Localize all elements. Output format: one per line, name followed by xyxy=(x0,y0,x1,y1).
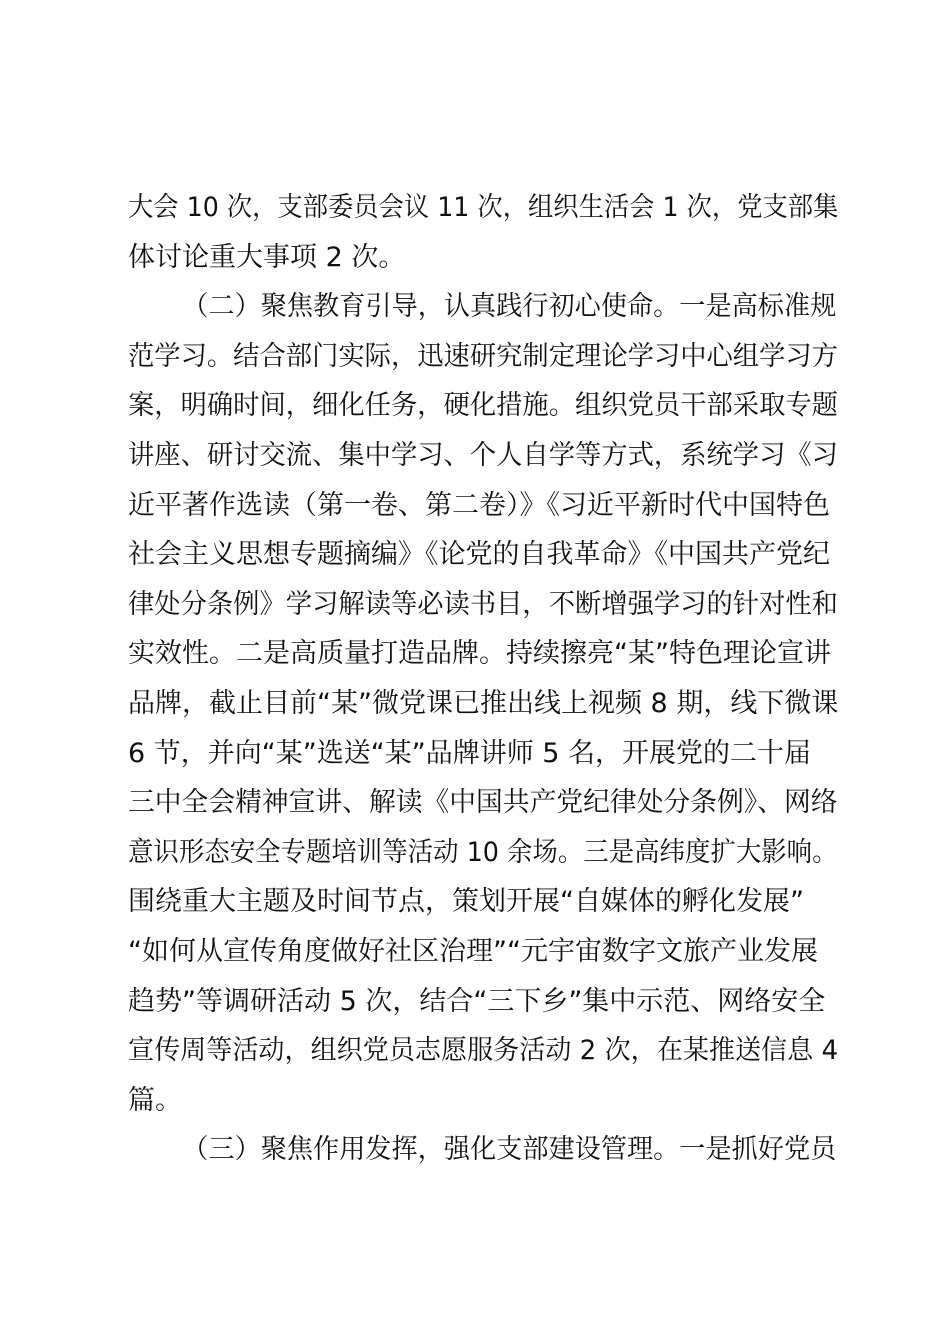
text-line: 近平著作选读（第一卷、第二卷）》《习近平新时代中国特色 xyxy=(128,489,830,521)
text-line: 宣传周等活动，组织党员志愿服务活动 2 次，在某推送信息 4 xyxy=(128,1035,839,1067)
text-line: 大会 10 次，支部委员会议 11 次，组织生活会 1 次，党支部集 xyxy=(128,192,839,223)
text-line: 范学习。结合部门实际，迅速研究制定理论学习中心组学习方 xyxy=(128,340,838,372)
text-line: 三中全会精神宣讲、解读《中国共产党纪律处分条例》、网络 xyxy=(128,787,838,819)
text-line: 案，明确时间，细化任务，硬化措施。组织党员干部采取专题 xyxy=(128,390,838,422)
text-line: 意识形态安全专题培训等活动 10 余场。三是高纬度扩大影响。 xyxy=(128,836,838,868)
text-line: “如何从宣传角度做好社区治理”“元宇宙数字文旅产业发展 xyxy=(128,935,818,967)
section-heading-line: （三）聚焦作用发挥，强化支部建设管理。一是抓好党员 xyxy=(182,1134,837,1166)
text-line: 围绕重大主题及时间节点，策划开展“自媒体的孵化发展” xyxy=(128,886,804,918)
section-heading-line: （二）聚焦教育引导，认真践行初心使命。一是高标准规 xyxy=(182,291,837,323)
text-line: 篇。 xyxy=(128,1084,182,1116)
text-line: 品牌，截止目前“某”微党课已推出线上视频 8 期，线下微课 xyxy=(128,687,839,719)
body-text xyxy=(128,183,838,1175)
text-line: 社会主义思想专题摘编》《论党的自我革命》《中国共产党纪 xyxy=(128,539,830,571)
text-line: 6 节，并向“某”选送“某”品牌讲师 5 名，开展党的二十届 xyxy=(128,737,812,769)
text-line: 实效性。二是高质量打造品牌。持续擦亮“某”特色理论宣讲 xyxy=(128,638,831,670)
text-line: 体讨论重大事项 2 次。 xyxy=(128,241,406,273)
text-line: 讲座、研讨交流、集中学习、个人自学等方式，系统学习《习 xyxy=(128,439,838,471)
text-line: 趋势”等调研活动 5 次，结合“三下乡”集中示范、网络安全 xyxy=(128,985,826,1017)
text-line: 律处分条例》学习解读等必读书目，不断增强学习的针对性和 xyxy=(128,588,838,620)
